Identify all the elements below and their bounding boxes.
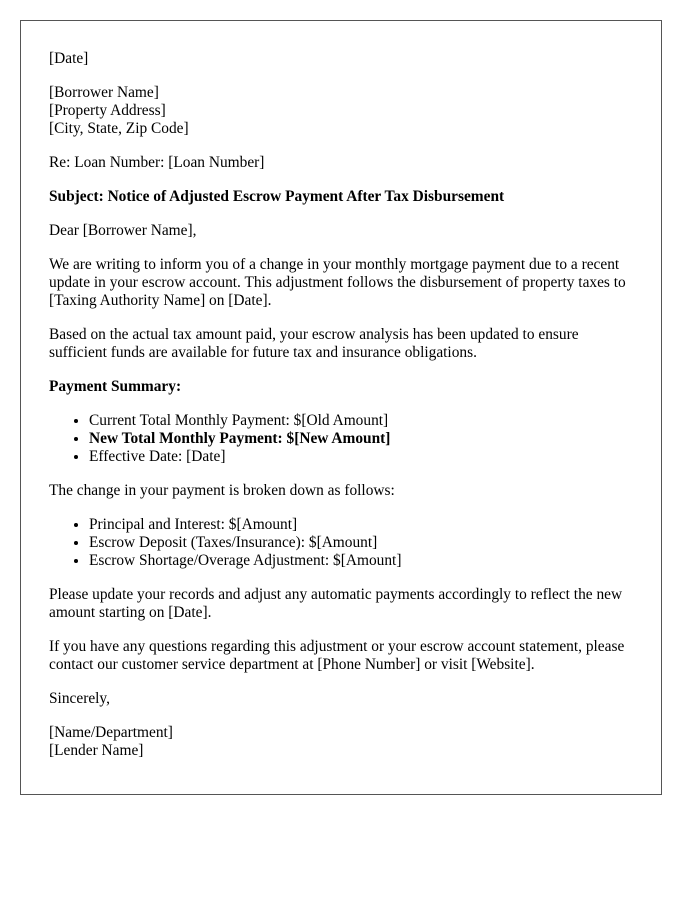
- intro-paragraph: We are writing to inform you of a change in your monthly mortgage payment due to a recent update in your escrow account. This adjustment follows the disbursement of property taxes to [Taxing Authority Name] on [Date].: [49, 256, 626, 309]
- signature-block: [49, 724, 633, 760]
- recipient-block: [49, 84, 633, 138]
- salutation: Dear [Borrower Name],: [49, 222, 197, 239]
- list-item-escrow-adjustment: • Escrow Shortage/Overage Adjustment: $[Amount]: [89, 552, 633, 570]
- list-item-escrow-deposit: • Escrow Deposit (Taxes/Insurance): $[Amount]: [89, 534, 633, 552]
- letter-date: [Date]: [49, 50, 89, 67]
- breakdown-intro: The change in your payment is broken down as follows:: [49, 482, 395, 499]
- letter-document: [20, 20, 662, 795]
- subject-line: Subject: Notice of Adjusted Escrow Payment After Tax Disbursement: [49, 188, 505, 205]
- payment-summary-heading: Payment Summary:: [49, 378, 182, 395]
- recipient-city-state-zip: [City, State, Zip Code]: [49, 120, 189, 137]
- update-records-paragraph: Please update your records and adjust any automatic payments accordingly to reflect the new amount starting on [Date].: [49, 586, 623, 621]
- breakdown-list: [49, 516, 633, 570]
- payment-summary-list: [49, 412, 633, 466]
- contact-paragraph: If you have any questions regarding this adjustment or your escrow account statement, please contact our customer service department at [Phone Number] or visit [Website].: [49, 638, 625, 673]
- signature-name-department: [Name/Department]: [49, 724, 173, 741]
- recipient-address: [Property Address]: [49, 102, 166, 119]
- list-item-current-payment: • Current Total Monthly Payment: $[Old Amount]: [89, 412, 633, 430]
- analysis-paragraph: Based on the actual tax amount paid, your escrow analysis has been updated to ensure sufficient funds are available for future tax and insurance obligations.: [49, 326, 579, 361]
- list-item-principal-interest: • Principal and Interest: $[Amount]: [89, 516, 633, 534]
- signature-lender-name: [Lender Name]: [49, 742, 144, 759]
- recipient-name: [Borrower Name]: [49, 84, 159, 101]
- list-item-new-payment: • New Total Monthly Payment: $[New Amount]: [89, 430, 633, 448]
- re-line: Re: Loan Number: [Loan Number]: [49, 154, 265, 171]
- list-item-effective-date: • Effective Date: [Date]: [89, 448, 633, 466]
- closing: Sincerely,: [49, 690, 110, 707]
